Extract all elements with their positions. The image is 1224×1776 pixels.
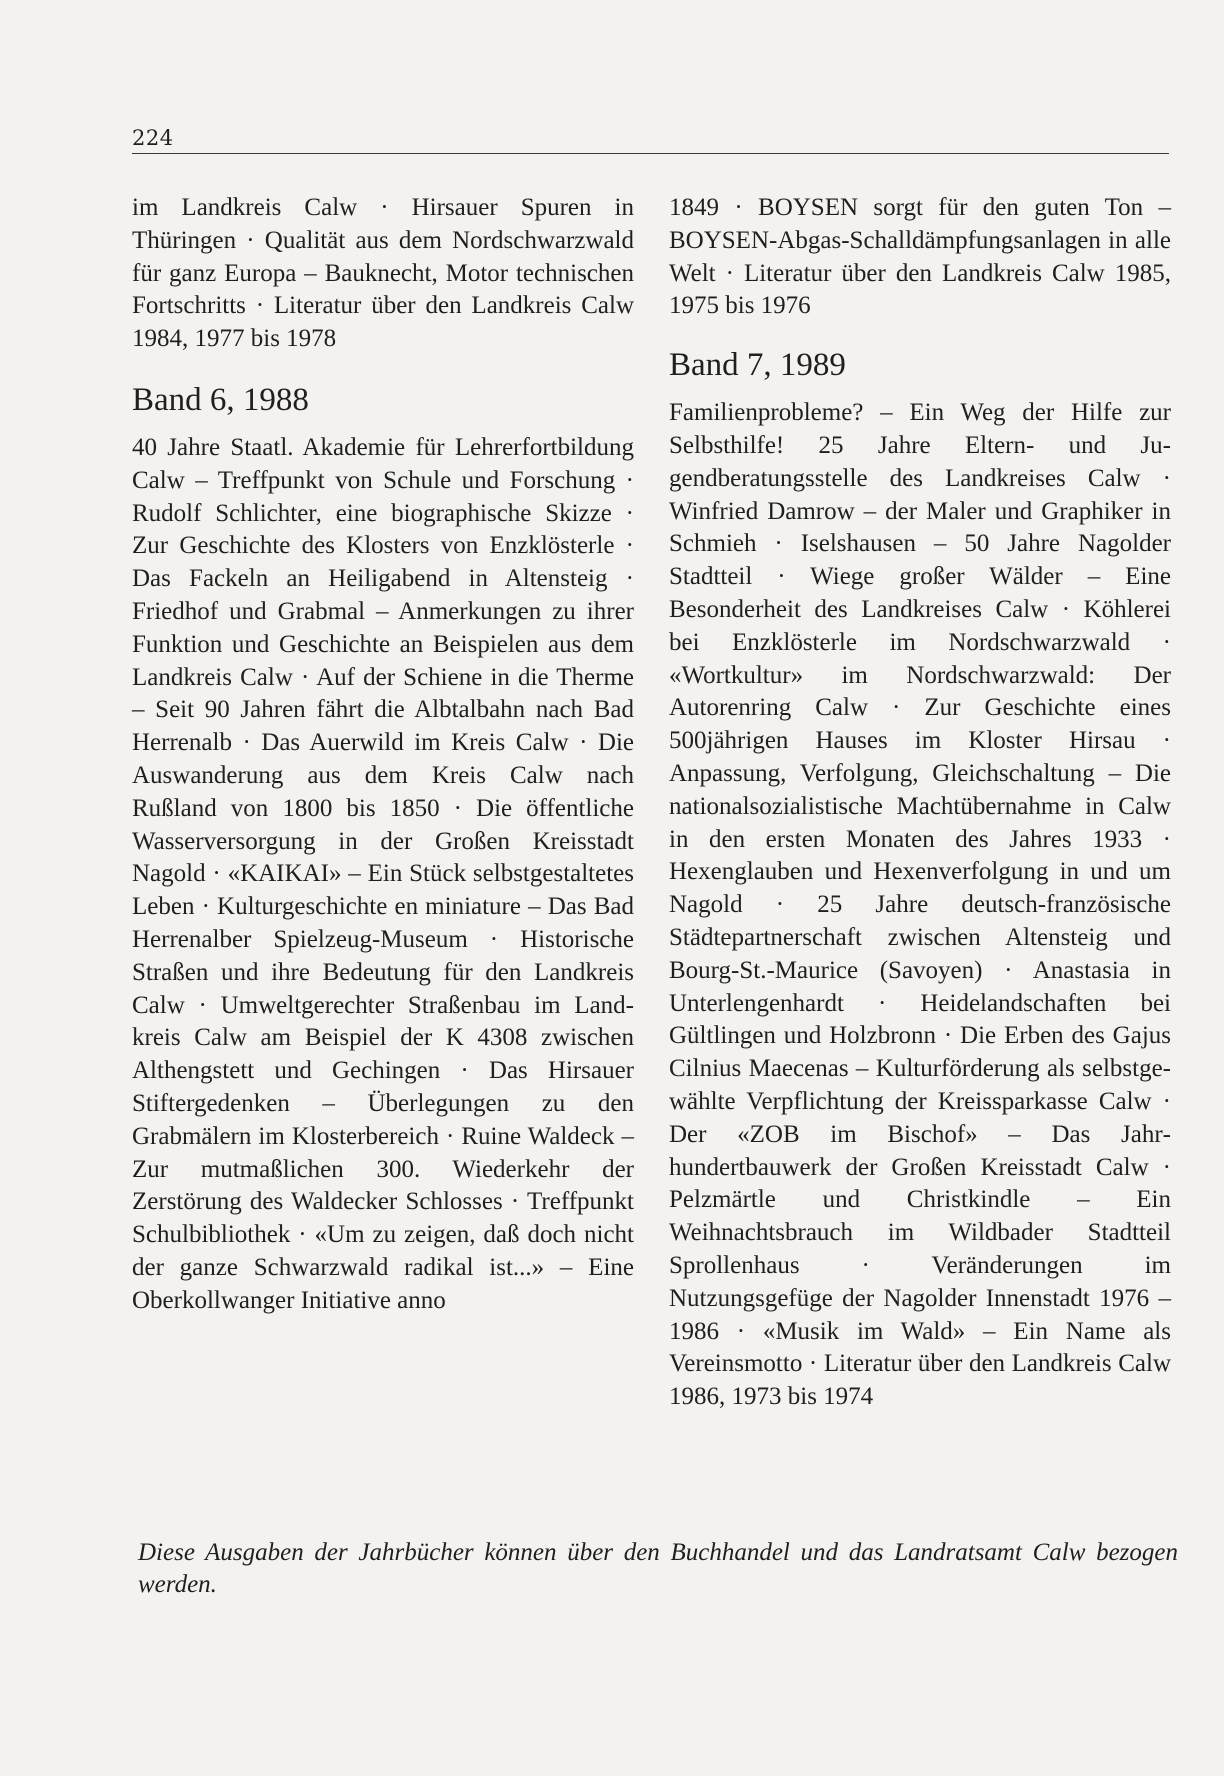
- availability-note: Diese Ausgaben der Jahrbücher können über den Buchhandel und das Landratsamt Calw bezogen werden.: [138, 1539, 1178, 1598]
- left-column: [132, 192, 634, 1318]
- right-column: [669, 192, 1171, 1414]
- band-6-continuation-text: 1849 · BOYSEN sorgt für den guten Ton – BOYSEN-Abgas-Schalldämpfungsanlagen in alle Welt · Literatur über den Landkreis Calw 1985, 1975 bis 1976: [669, 194, 1171, 320]
- header-rule: [132, 153, 1169, 154]
- page-number: 224: [132, 126, 174, 150]
- band-5-continuation-text: im Landkreis Calw · Hirsauer Spuren in Thüringen · Qualität aus dem Nordschwarzwald für ganz Europa – Bauknecht, Motor technischen Fortschritts · Literatur über den Landkreis Calw 1984, 1977 bis 1978: [132, 194, 634, 353]
- band-6-heading: Band 6, 1988: [132, 381, 309, 418]
- band-6-contents-text: 40 Jahre Staatl. Akademie für Lehrerfortbildung Calw – Treffpunkt von Schule und Forschung · Rudolf Schlichter, eine biographische Skizze · Zur Geschichte des Klosters von Enzklösterle · Das Fackeln an Heiligabend in Altensteig · Friedhof und Grabmal – Anmerkungen zu ihrer Funktion und Geschichte an Beispielen aus dem Landkreis Calw · Auf der Schiene in die Therme – Seit 90 Jahren fährt die Albtalbahn nach Bad Herrenalb · Das Auerwild im Kreis Calw · Die Auswanderung aus dem Kreis Calw nach Rußland von 1800 bis 1850 · Die öffentliche Wasserversorgung in der Großen Kreisstadt Nagold · «KAIKAI» – Ein Stück selbstgestaltetes Leben · Kulturgeschichte en miniature – Das Bad Herrenalber Spielzeug-Museum · Historische Straßen und ihre Bedeutung für den Landkreis Calw · Umweltgerechter Straßenbau im Landkreis Calw am Beispiel der K 4308 zwischen Althengstett und Gechingen · Das Hirsauer Stiftergedenken – Überlegungen zu den Grabmälern im Klosterbereich · Ruine Waldeck – Zur mutmaßlichen 300. Wiederkehr der Zerstörung des Waldecker Schlosses · Treffpunkt Schulbibliothek · «Um zu zeigen, daß doch nicht der ganze Schwarzwald radikal ist...» – Eine Oberkollwanger Initiative anno: [132, 433, 634, 1314]
- band-7-contents-text: Familienprobleme? – Ein Weg der Hilfe zur Selbsthilfe! 25 Jahre Eltern- und Jugendberatungsstelle des Landkreises Calw · Winfried Damrow – der Maler und Graphiker in Schmieh · Iselshausen – 50 Jahre Nagolder Stadtteil · Wiege großer Wälder – Eine Besonderheit des Landkreises Calw · Köhlerei bei Enzklösterle im Nordschwarzwald · «Wortkultur» im Nordschwarzwald: Der Autorenring Calw · Zur Geschichte eines 500jährigen Hauses im Kloster Hirsau · Anpassung, Verfolgung, Gleichschaltung – Die nationalsozialistische Machtübernahme in Calw in den ersten Monaten des Jahres 1933 · Hexenglauben und Hexenverfolgung in und um Nagold · 25 Jahre deutsch-französische Städtepartnerschaft zwischen Altensteig und Bourg-St.-Maurice (Savoyen) · Anastasia in Unterlengenhardt · Heidelandschaften bei Gültlingen und Holzbronn · Die Erben des Gajus Cilnius Maecenas – Kulturförderung als selbstgewählte Verpflichtung der Kreissparkasse Calw · Der «ZOB im Bischof» – Das Jahrhundertbauwerk der Großen Kreisstadt Calw · Pelzmärtle und Christkindle – Ein Weihnachtsbrauch im Wildbader Stadtteil Sprollenhaus · Veränderungen im Nutzungsgefüge der Nagolder Innenstadt 1976 – 1986 · «Musik im Wald» – Ein Name als Vereinsmotto · Literatur über den Landkreis Calw 1986, 1973 bis 1974: [669, 399, 1171, 1411]
- band-7-heading: Band 7, 1989: [669, 347, 846, 384]
